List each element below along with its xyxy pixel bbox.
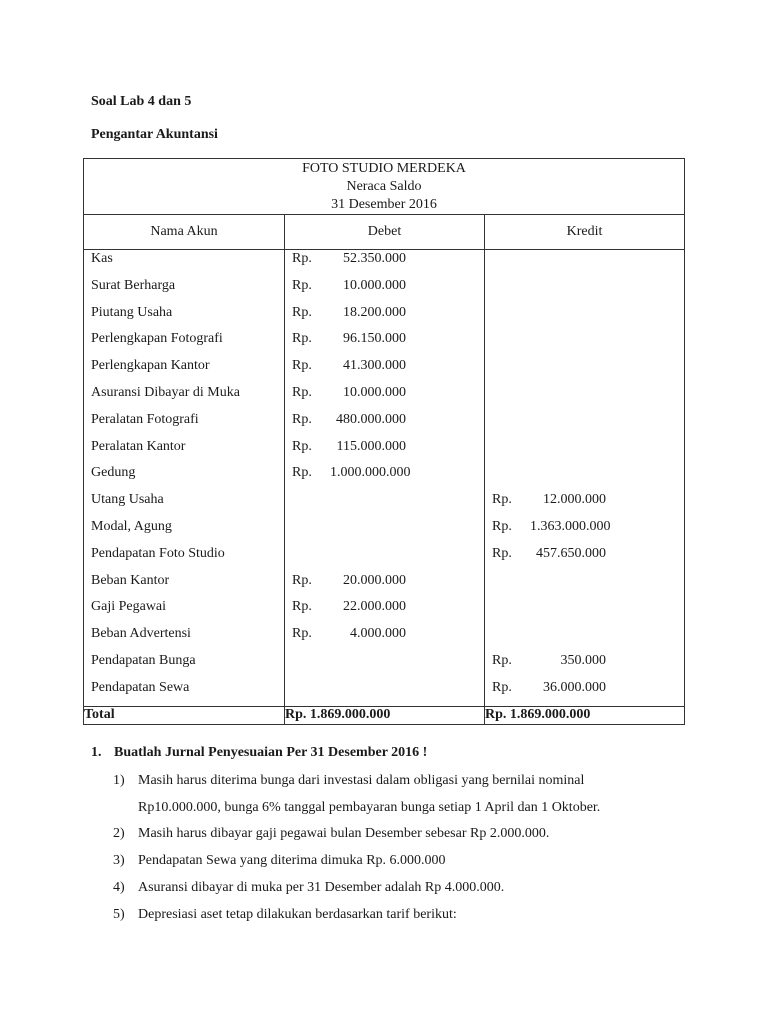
credit-amount	[485, 304, 684, 331]
debit-amount	[285, 625, 484, 652]
debit-amount	[285, 438, 484, 465]
debit-amount	[285, 545, 484, 572]
debit-amount-value: 96.150.000	[343, 331, 406, 347]
document-subheading: Pengantar Akuntansi	[91, 127, 218, 142]
credit-amount	[485, 491, 684, 518]
debit-column	[285, 250, 485, 707]
question-heading	[91, 745, 427, 761]
item-number: 4)	[113, 880, 125, 895]
credit-amount	[485, 679, 684, 706]
account-name: Peralatan Kantor	[91, 438, 186, 454]
credit-amount	[485, 277, 684, 304]
debit-amount	[285, 652, 484, 679]
report-date: 31 Desember 2016	[331, 197, 437, 212]
account-name: Pendapatan Bunga	[91, 652, 196, 668]
company-name: FOTO STUDIO MERDEKA	[302, 161, 466, 176]
question-text: Buatlah Jurnal Penyesuaian Per 31 Desember 2016 !	[114, 745, 428, 760]
item-number: 3)	[113, 853, 125, 868]
trial-balance-table	[83, 158, 685, 725]
question-number: 1.	[91, 745, 102, 760]
document-heading: Soal Lab 4 dan 5	[91, 94, 192, 109]
item-text: Masih harus dibayar gaji pegawai bulan Desember sebesar Rp 2.000.000.	[138, 826, 550, 841]
debit-amount	[285, 357, 484, 384]
credit-amount	[485, 545, 684, 572]
debit-amount	[285, 598, 484, 625]
currency-label: Rp.	[292, 465, 312, 481]
item-text: Depresiasi aset tetap dilakukan berdasarkan tarif berikut:	[138, 907, 457, 922]
currency-label: Rp.	[292, 384, 312, 400]
debit-amount	[285, 572, 484, 599]
currency-label: Rp.	[292, 438, 312, 454]
item-number: 2)	[113, 826, 125, 841]
debit-amount	[285, 411, 484, 438]
account-name: Gedung	[91, 465, 136, 481]
credit-amount-value: 36.000.000	[543, 679, 606, 695]
table-title-block	[84, 159, 685, 215]
account-name: Utang Usaha	[91, 492, 164, 508]
currency-label: Rp.	[492, 545, 512, 561]
accounts-column	[84, 250, 285, 707]
credit-amount	[485, 411, 684, 438]
currency-label: Rp.	[292, 304, 312, 320]
debit-amount-value: 10.000.000	[343, 277, 406, 293]
credit-amount	[485, 572, 684, 599]
currency-label: Rp.	[292, 626, 312, 642]
credit-amount	[485, 652, 684, 679]
report-name: Neraca Saldo	[346, 179, 422, 194]
currency-label: Rp.	[292, 358, 312, 374]
item-text: Rp10.000.000, bunga 6% tanggal pembayaran bunga setiap 1 April dan 1 Oktober.	[138, 800, 601, 815]
account-name: Pendapatan Sewa	[91, 679, 190, 695]
account-name: Beban Advertensi	[91, 626, 191, 642]
account-name: Peralatan Fotografi	[91, 411, 199, 427]
total-credit: Rp. 1.869.000.000	[485, 706, 685, 724]
credit-amount	[485, 598, 684, 625]
header-debit: Debet	[285, 215, 485, 250]
debit-amount	[285, 491, 484, 518]
debit-amount-value: 10.000.000	[343, 384, 406, 400]
header-account: Nama Akun	[84, 215, 285, 250]
debit-amount-value: 115.000.000	[336, 438, 406, 454]
currency-label: Rp.	[292, 599, 312, 615]
item-number: 1)	[113, 773, 125, 788]
debit-amount-value: 4.000.000	[350, 626, 406, 642]
item-text: Asuransi dibayar di muka per 31 Desember adalah Rp 4.000.000.	[138, 880, 505, 895]
total-debit: Rp. 1.869.000.000	[285, 706, 485, 724]
debit-amount-value: 52.350.000	[343, 251, 406, 266]
credit-amount	[485, 625, 684, 652]
credit-amount	[485, 330, 684, 357]
account-name: Pendapatan Foto Studio	[91, 545, 225, 561]
account-name: Asuransi Dibayar di Muka	[91, 384, 240, 400]
debit-amount	[285, 330, 484, 357]
credit-amount-value: 350.000	[560, 652, 606, 668]
account-name: Gaji Pegawai	[91, 599, 167, 615]
debit-amount-value: 480.000.000	[336, 411, 406, 427]
debit-amount-value: 20.000.000	[343, 572, 406, 588]
debit-amount	[285, 304, 484, 331]
item-text: Pendapatan Sewa yang diterima dimuka Rp. 6.000.000	[138, 853, 446, 868]
total-label: Total	[84, 706, 285, 724]
currency-label: Rp.	[292, 251, 312, 266]
debit-amount-value: 18.200.000	[343, 304, 406, 320]
currency-label: Rp.	[292, 277, 312, 293]
debit-amount-value: 41.300.000	[343, 358, 406, 374]
credit-amount-value: 1.363.000.000	[530, 518, 611, 534]
debit-amount	[285, 518, 484, 545]
debit-amount-value: 22.000.000	[343, 599, 406, 615]
item-text: Masih harus diterima bunga dari investasi dalam obligasi yang bernilai nominal	[138, 773, 585, 788]
currency-label: Rp.	[492, 518, 512, 534]
currency-label: Rp.	[492, 679, 512, 695]
account-name: Perlengkapan Fotografi	[91, 331, 223, 347]
currency-label: Rp.	[492, 492, 512, 508]
account-name: Beban Kantor	[91, 572, 170, 588]
credit-amount	[485, 518, 684, 545]
debit-amount-value: 1.000.000.000	[330, 465, 411, 481]
debit-amount	[285, 384, 484, 411]
debit-amount	[285, 277, 484, 304]
credit-amount	[485, 384, 684, 411]
credit-amount-value: 457.650.000	[536, 545, 606, 561]
account-name: Modal, Agung	[91, 518, 172, 534]
currency-label: Rp.	[292, 331, 312, 347]
debit-amount	[285, 679, 484, 706]
account-name: Surat Berharga	[91, 277, 176, 293]
credit-amount	[485, 438, 684, 465]
account-name: Kas	[91, 251, 113, 266]
debit-amount	[285, 464, 484, 491]
debit-amount	[285, 250, 484, 277]
credit-amount	[485, 464, 684, 491]
account-name: Piutang Usaha	[91, 304, 173, 320]
currency-label: Rp.	[292, 411, 312, 427]
item-number: 5)	[113, 907, 125, 922]
account-name: Perlengkapan Kantor	[91, 358, 210, 374]
credit-amount-value: 12.000.000	[543, 492, 606, 508]
credit-column	[485, 250, 685, 707]
currency-label: Rp.	[492, 652, 512, 668]
credit-amount	[485, 357, 684, 384]
currency-label: Rp.	[292, 572, 312, 588]
credit-amount	[485, 250, 684, 277]
header-credit: Kredit	[485, 215, 685, 250]
